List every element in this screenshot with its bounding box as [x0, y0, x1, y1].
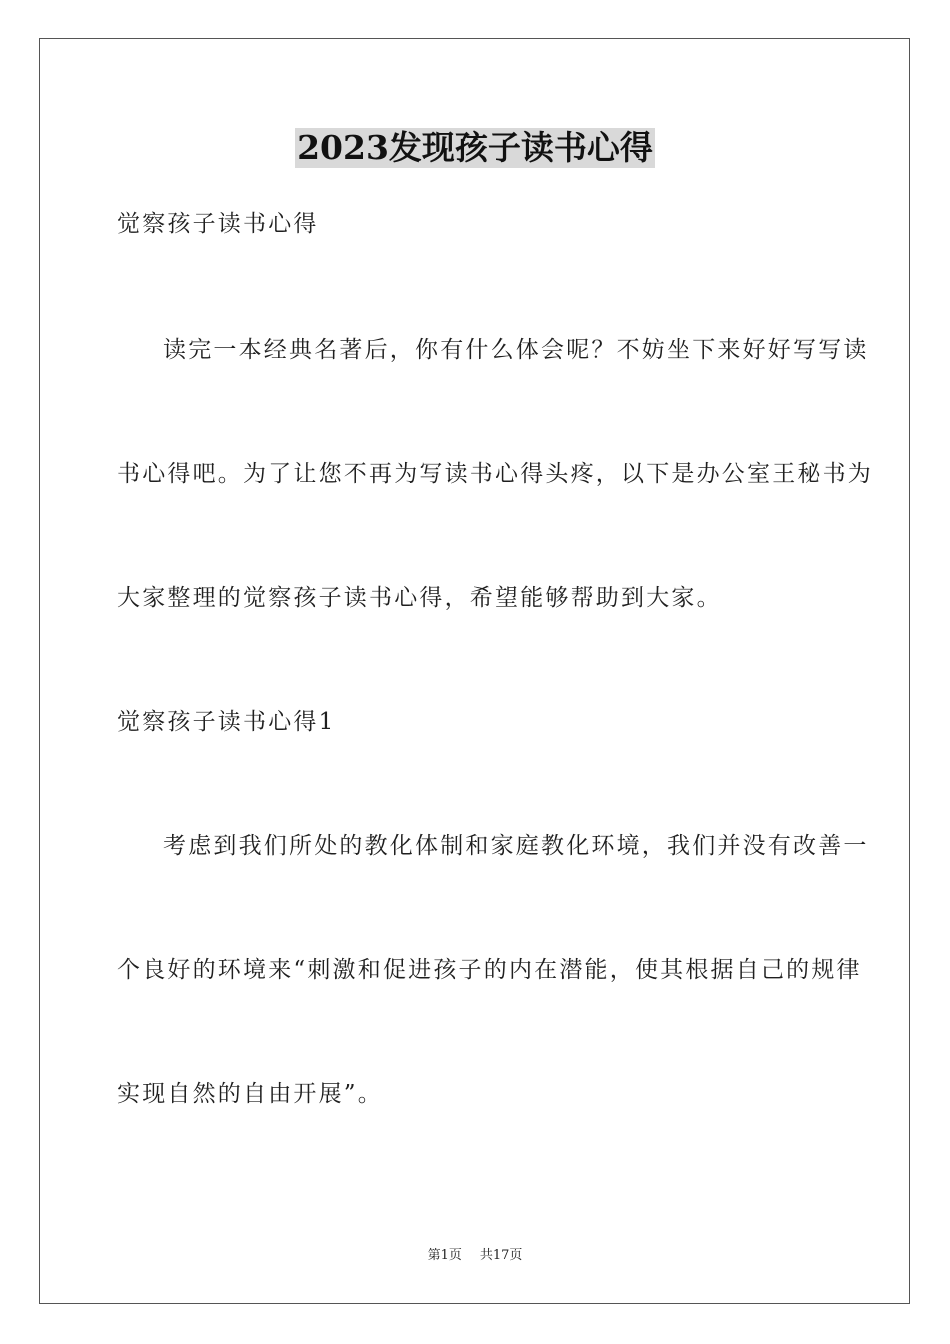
paragraph-line: 书心得吧。为了让您不再为写读书心得头疼，以下是办公室王秘书为 [117, 461, 873, 487]
document-title: 2023发现孩子读书心得 [297, 128, 653, 167]
paragraph-line: 考虑到我们所处的教化体制和家庭教化环境，我们并没有改善一 [163, 833, 869, 859]
page-footer [0, 1247, 950, 1265]
paragraph-line: 大家整理的觉察孩子读书心得，希望能够帮助到大家。 [117, 585, 722, 611]
page-number: 第1页 [427, 1248, 462, 1263]
paragraph-line: 个良好的环境来“刺激和促进孩子的内在潜能，使其根据自己的规律 [117, 957, 862, 983]
paragraph-line: 读完一本经典名著后，你有什么体会呢？不妨坐下来好好写写读 [163, 337, 869, 363]
section-heading: 觉察孩子读书心得1 [117, 709, 336, 735]
title-container [0, 128, 950, 168]
page-total: 共17页 [479, 1248, 523, 1263]
paragraph-line: 实现自然的自由开展”。 [117, 1081, 383, 1107]
document-subtitle: 觉察孩子读书心得 [117, 211, 319, 237]
